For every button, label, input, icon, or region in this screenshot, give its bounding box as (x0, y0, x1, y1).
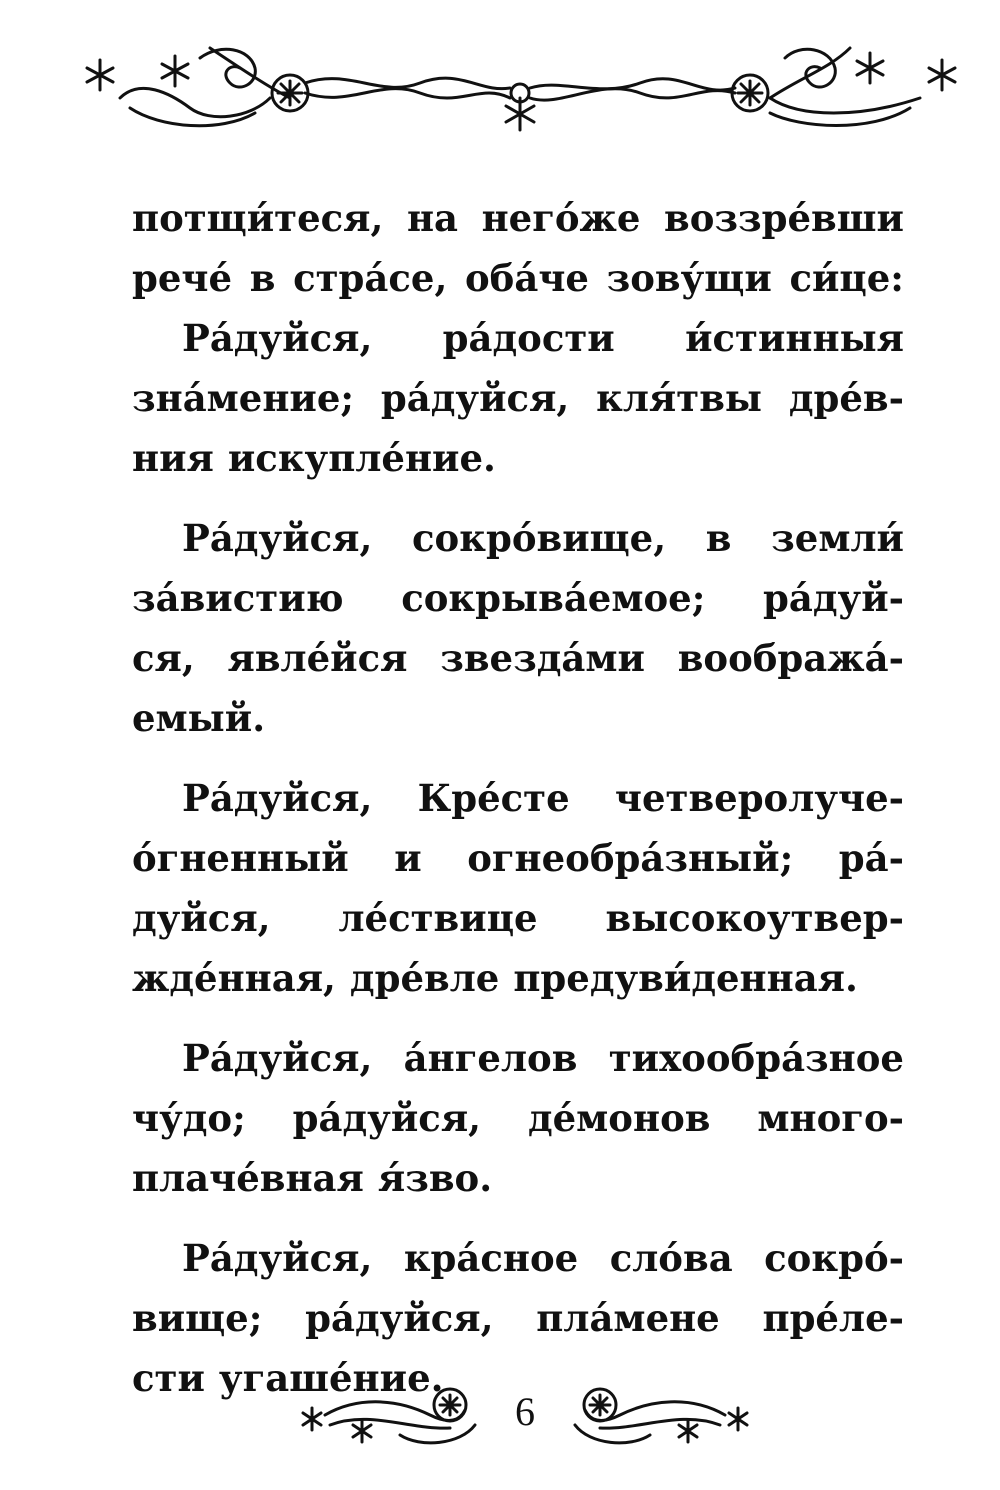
flower-icon (506, 84, 534, 130)
word: сокро́вище, (412, 516, 667, 560)
word: жде́нная, (132, 956, 336, 1000)
word: зову́щи (606, 256, 772, 300)
word: ра́- (838, 836, 904, 880)
word: ния (132, 436, 214, 480)
word: дре́вле (349, 956, 500, 1000)
word: де́монов (527, 1096, 711, 1140)
page-number: 6 (515, 1389, 535, 1434)
word: сло́ва (609, 1236, 733, 1280)
word: ра́дуй- (763, 576, 904, 620)
word: ра́дуйся, (380, 376, 570, 420)
word: емый. (132, 696, 266, 740)
star-icon (162, 56, 188, 86)
word: чу́до; (132, 1096, 246, 1140)
word: кля́твы (596, 376, 762, 420)
word: много- (757, 1096, 904, 1140)
word: в (705, 516, 732, 560)
word: дре́в- (788, 376, 904, 420)
word: огнеобра́зный; (467, 836, 794, 880)
word: а́нгелов (403, 1036, 578, 1080)
word: ся, (132, 636, 195, 680)
word: сокрыва́емое; (401, 576, 706, 620)
word: рече́ (132, 256, 233, 300)
star-icon (303, 1408, 321, 1430)
word: сти (132, 1356, 205, 1400)
bottom-left-ornament (300, 1380, 490, 1450)
word: четверолуче- (614, 776, 904, 820)
word: Ра́дуйся, (182, 1036, 373, 1080)
word: ра́дости (442, 316, 615, 360)
word: ра́дуйся, (305, 1296, 494, 1340)
text-line (132, 948, 904, 1008)
word: тихообра́зное (608, 1036, 904, 1080)
word: оба́че (465, 256, 589, 300)
text-line (132, 768, 904, 828)
word: высокоутвер- (605, 896, 904, 940)
word: Ра́дуйся, (182, 316, 373, 360)
prayer-text (132, 188, 904, 1408)
text-line (132, 1088, 904, 1148)
text-line (132, 1228, 904, 1288)
word: воззре́вши (664, 196, 904, 240)
word: дуйся, (132, 896, 271, 940)
text-line (132, 188, 904, 248)
word: ра́дуйся, (292, 1096, 482, 1140)
star-icon (353, 1420, 371, 1442)
star-icon (679, 1420, 697, 1442)
word: Ра́дуйся, (182, 1236, 373, 1280)
word: о́гненный (132, 836, 349, 880)
text-line (132, 368, 904, 428)
word: сокро́- (764, 1236, 904, 1280)
word: плаче́вная (132, 1156, 364, 1200)
text-line (132, 1028, 904, 1088)
word: предуви́денная. (513, 956, 858, 1000)
word: пре́ле- (762, 1296, 904, 1340)
top-ornament (80, 38, 960, 138)
word: стра́се, (293, 256, 448, 300)
word: пла́мене (536, 1296, 720, 1340)
bottom-right-ornament (560, 1380, 750, 1450)
word: земли́ (771, 516, 904, 560)
text-line (132, 628, 904, 688)
word: си́це: (789, 256, 904, 300)
text-line (132, 568, 904, 628)
word: в (249, 256, 276, 300)
text-line (132, 1288, 904, 1348)
word: я́зво. (377, 1156, 493, 1200)
text-line (132, 428, 904, 488)
word: вище; (132, 1296, 263, 1340)
word: звезда́ми (440, 636, 645, 680)
word: ле́ствице (338, 896, 538, 940)
word: зна́мение; (132, 376, 355, 420)
star-icon (857, 53, 883, 83)
word: вообража́- (677, 636, 904, 680)
word: явле́йся (227, 636, 408, 680)
text-line (132, 688, 904, 748)
word: на (406, 196, 459, 240)
word: Ра́дуйся, (182, 516, 373, 560)
star-icon (929, 60, 955, 90)
text-line (132, 1148, 904, 1208)
text-line (132, 888, 904, 948)
star-icon (87, 60, 113, 90)
word: угаше́ние. (218, 1356, 444, 1400)
word: потщи́теся, (132, 196, 384, 240)
text-line (132, 508, 904, 568)
word: Кре́сте (417, 776, 570, 820)
word: за́вистию (132, 576, 344, 620)
text-line (132, 248, 904, 308)
word: кра́сное (403, 1236, 579, 1280)
word: и́стинныя (685, 316, 904, 360)
word: и (394, 836, 422, 880)
text-line (132, 308, 904, 368)
word: искупле́ние. (227, 436, 496, 480)
star-icon (729, 1408, 747, 1430)
text-line (132, 828, 904, 888)
word: Ра́дуйся, (182, 776, 373, 820)
word: него́же (481, 196, 641, 240)
